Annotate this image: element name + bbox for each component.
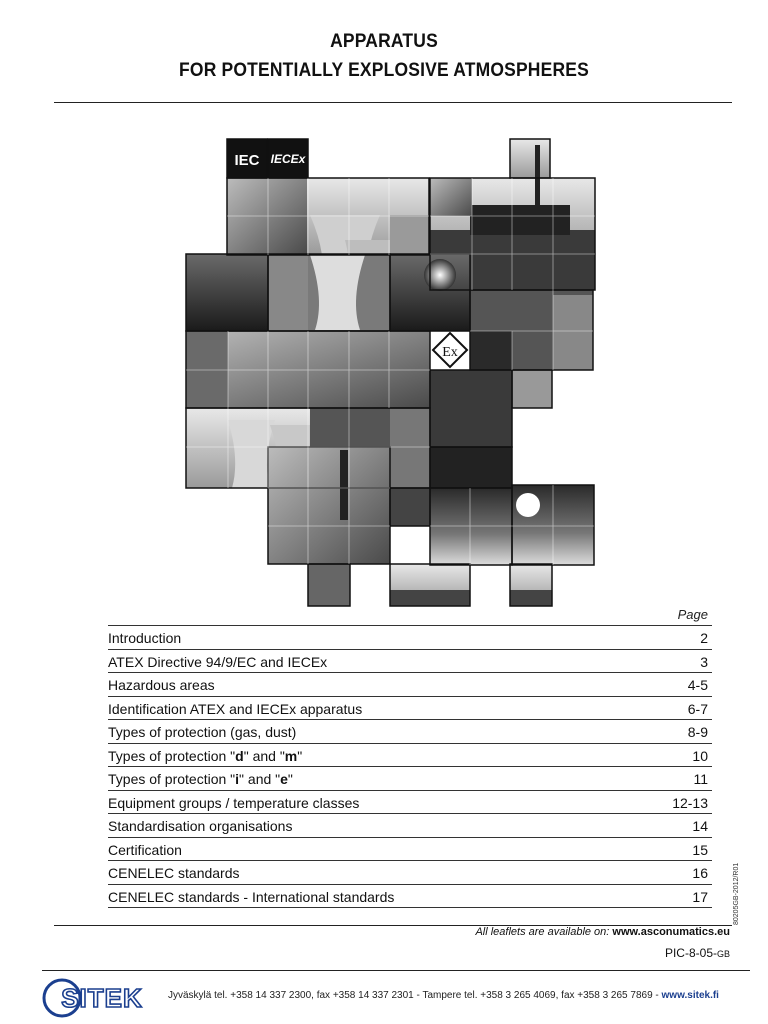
toc-row [108,884,712,909]
toc-row [108,813,712,837]
page-title-line2: FOR POTENTIALLY EXPLOSIVE ATMOSPHERES [179,60,589,81]
toc-entry-page: 17 [692,888,708,905]
svg-text:SITEK: SITEK [61,983,143,1013]
toc-entry-text: Types of protection (gas, dust) [108,724,297,740]
footer-site-link[interactable]: www.sitek.fi [661,990,719,1001]
table-of-contents [108,625,712,908]
footer-contact-text: Jyväskylä tel. +358 14 337 2300, fax +358 14 337 2301 - Tampere tel. +358 3 265 4069, fax +358 3 265 7869 - [168,990,659,1001]
availability-url[interactable]: www.asconumatics.eu [612,926,730,938]
toc-entry-label [108,745,302,767]
toc-entry-label [108,886,394,908]
toc-entry-page: 3 [700,653,708,670]
toc-entry-label [108,815,292,837]
page-title-line1: APPARATUS [330,31,438,52]
availability-text: All leaflets are available on: [475,926,610,938]
toc-entry-page: 4-5 [687,677,708,693]
toc-row [108,672,712,696]
toc-entry-page: 15 [692,841,708,858]
toc-row [108,743,712,767]
toc-entry-text: Standardisation organisations [108,818,293,834]
pic-code-suffix: GB [716,949,730,959]
toc-row [108,790,712,814]
toc-entry-text: Identification ATEX and IECEx apparatus [108,700,363,717]
toc-entry-text: d [235,747,244,764]
toc-entry-page: 11 [693,771,708,787]
toc-entry-text: " [297,747,303,764]
svg-text:Ex: Ex [442,345,458,360]
toc-entry-label [108,792,359,814]
iecex-logo [268,139,308,178]
toc-row [108,860,712,884]
toc-entry-label [108,839,182,861]
toc-entry-page: 14 [692,818,708,834]
toc-row [108,696,712,720]
toc-row [108,837,712,861]
toc-entry-text: i [235,771,240,787]
toc-entry-label [108,768,293,790]
toc-entry-page: 10 [692,747,708,764]
toc-row [108,766,712,790]
svg-text:IEC: IEC [234,152,260,169]
toc-entry-text: CENELEC standards - International standards [108,888,395,905]
availability-note [475,926,730,938]
toc-entry-page: 6-7 [687,700,708,717]
toc-entry-text: ATEX Directive 94/9/EC and IECEx [108,653,328,670]
toc-entry-label [108,674,215,696]
toc-row [108,719,712,743]
toc-entry-label [108,862,240,884]
toc-row [108,649,712,673]
pic-code-main: PIC-8-05- [664,946,717,960]
pic-code [665,946,730,960]
toc-entry-label [108,721,296,743]
iec-logo [227,139,267,178]
document-code: 80205GB-2012/R01 [733,862,740,925]
toc-entry-text: Types of protection " [108,771,236,787]
toc-entry-text: Certification [108,841,182,858]
toc-entry-text: " and " [243,747,285,764]
toc-entry-text: Hazardous areas [108,677,215,693]
svg-text:IECEx: IECEx [270,152,306,166]
toc-entry-page: 16 [692,865,708,881]
toc-entry-text: " and " [239,771,281,787]
toc-page-header: Page [677,607,708,622]
toc-entry-page: 12-13 [672,794,708,811]
footer-divider [42,970,750,971]
toc-entry-page: 2 [700,630,708,646]
toc-entry-text: m [284,747,298,764]
toc-entry-page: 8-9 [687,724,708,740]
toc-entry-label [108,627,181,649]
toc-entry-text: e [280,771,288,787]
toc-entry-text: Equipment groups / temperature classes [108,794,360,811]
toc-entry-text: Introduction [108,630,182,646]
toc-entry-label [108,698,362,720]
footer-contact [168,990,719,1001]
toc-entry-label [108,651,327,673]
toc-entry-text: CENELEC standards [108,865,240,881]
toc-entry-text: " [287,771,293,787]
sitek-logo [42,976,154,1020]
toc-row [108,625,712,649]
toc-entry-text: Types of protection " [108,747,236,764]
